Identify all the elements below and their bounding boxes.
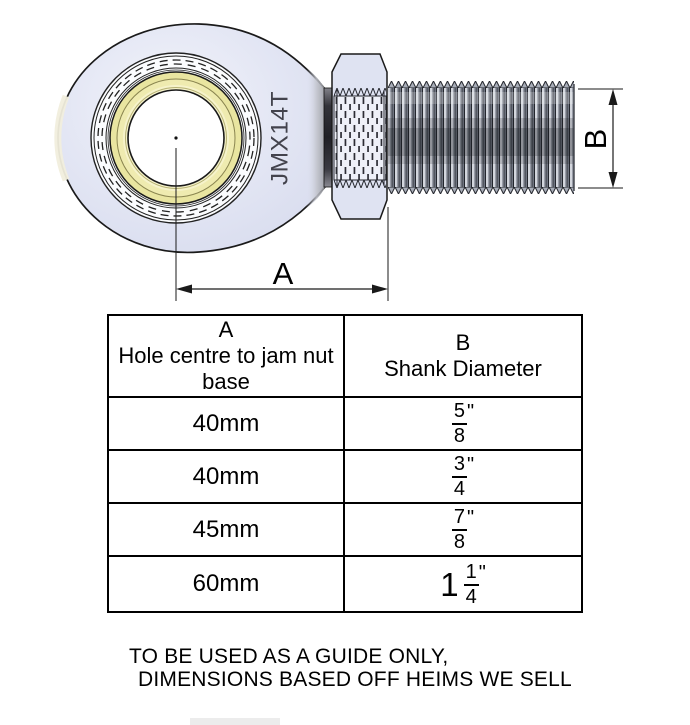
header-a-description: Hole centre to jam nut base — [118, 343, 334, 394]
dimension-spec-table — [107, 314, 583, 613]
bore-center-point — [174, 136, 177, 139]
hole-centre-value: 40mm — [108, 397, 344, 450]
column-header-b — [344, 315, 582, 397]
header-b-description: Shank Diameter — [384, 356, 542, 381]
shank-diameter-value: $\frac{7}{8}$ " — [344, 503, 582, 556]
header-b-letter: B — [455, 330, 471, 355]
shank-diameter-value: $\frac{5}{8}$ " — [344, 397, 582, 450]
part-label: JMX14T — [266, 90, 294, 186]
table-row — [108, 397, 582, 450]
threaded-shank — [388, 81, 574, 194]
header-a-letter: A — [218, 317, 234, 342]
table-row — [108, 503, 582, 556]
disclaimer-line-1: TO BE USED AS A GUIDE ONLY, — [129, 645, 449, 668]
hole-centre-value: 60mm — [108, 556, 344, 612]
thread-crests-top — [388, 81, 574, 88]
disclaimer-note — [129, 645, 572, 691]
neck-dark-overlay — [306, 68, 325, 209]
dim-b-label: B — [578, 128, 614, 150]
column-header-a — [108, 315, 344, 397]
table-row — [108, 450, 582, 503]
shank-diameter-value: 1 $\frac{1}{4}$ " — [344, 556, 582, 612]
table-row — [108, 556, 582, 612]
dim-a-label: A — [272, 256, 294, 291]
rod-end-technical-drawing — [0, 0, 690, 310]
bottom-edge-artifact — [190, 718, 280, 725]
hole-centre-value: 40mm — [108, 450, 344, 503]
hole-centre-value: 45mm — [108, 503, 344, 556]
jam-nut — [332, 54, 387, 219]
thread-crests-bottom — [388, 187, 574, 194]
shank-diameter-value: $\frac{3}{4}$ " — [344, 450, 582, 503]
disclaimer-line-2: DIMENSIONS BASED OFF HEIMS WE SELL — [138, 668, 572, 691]
